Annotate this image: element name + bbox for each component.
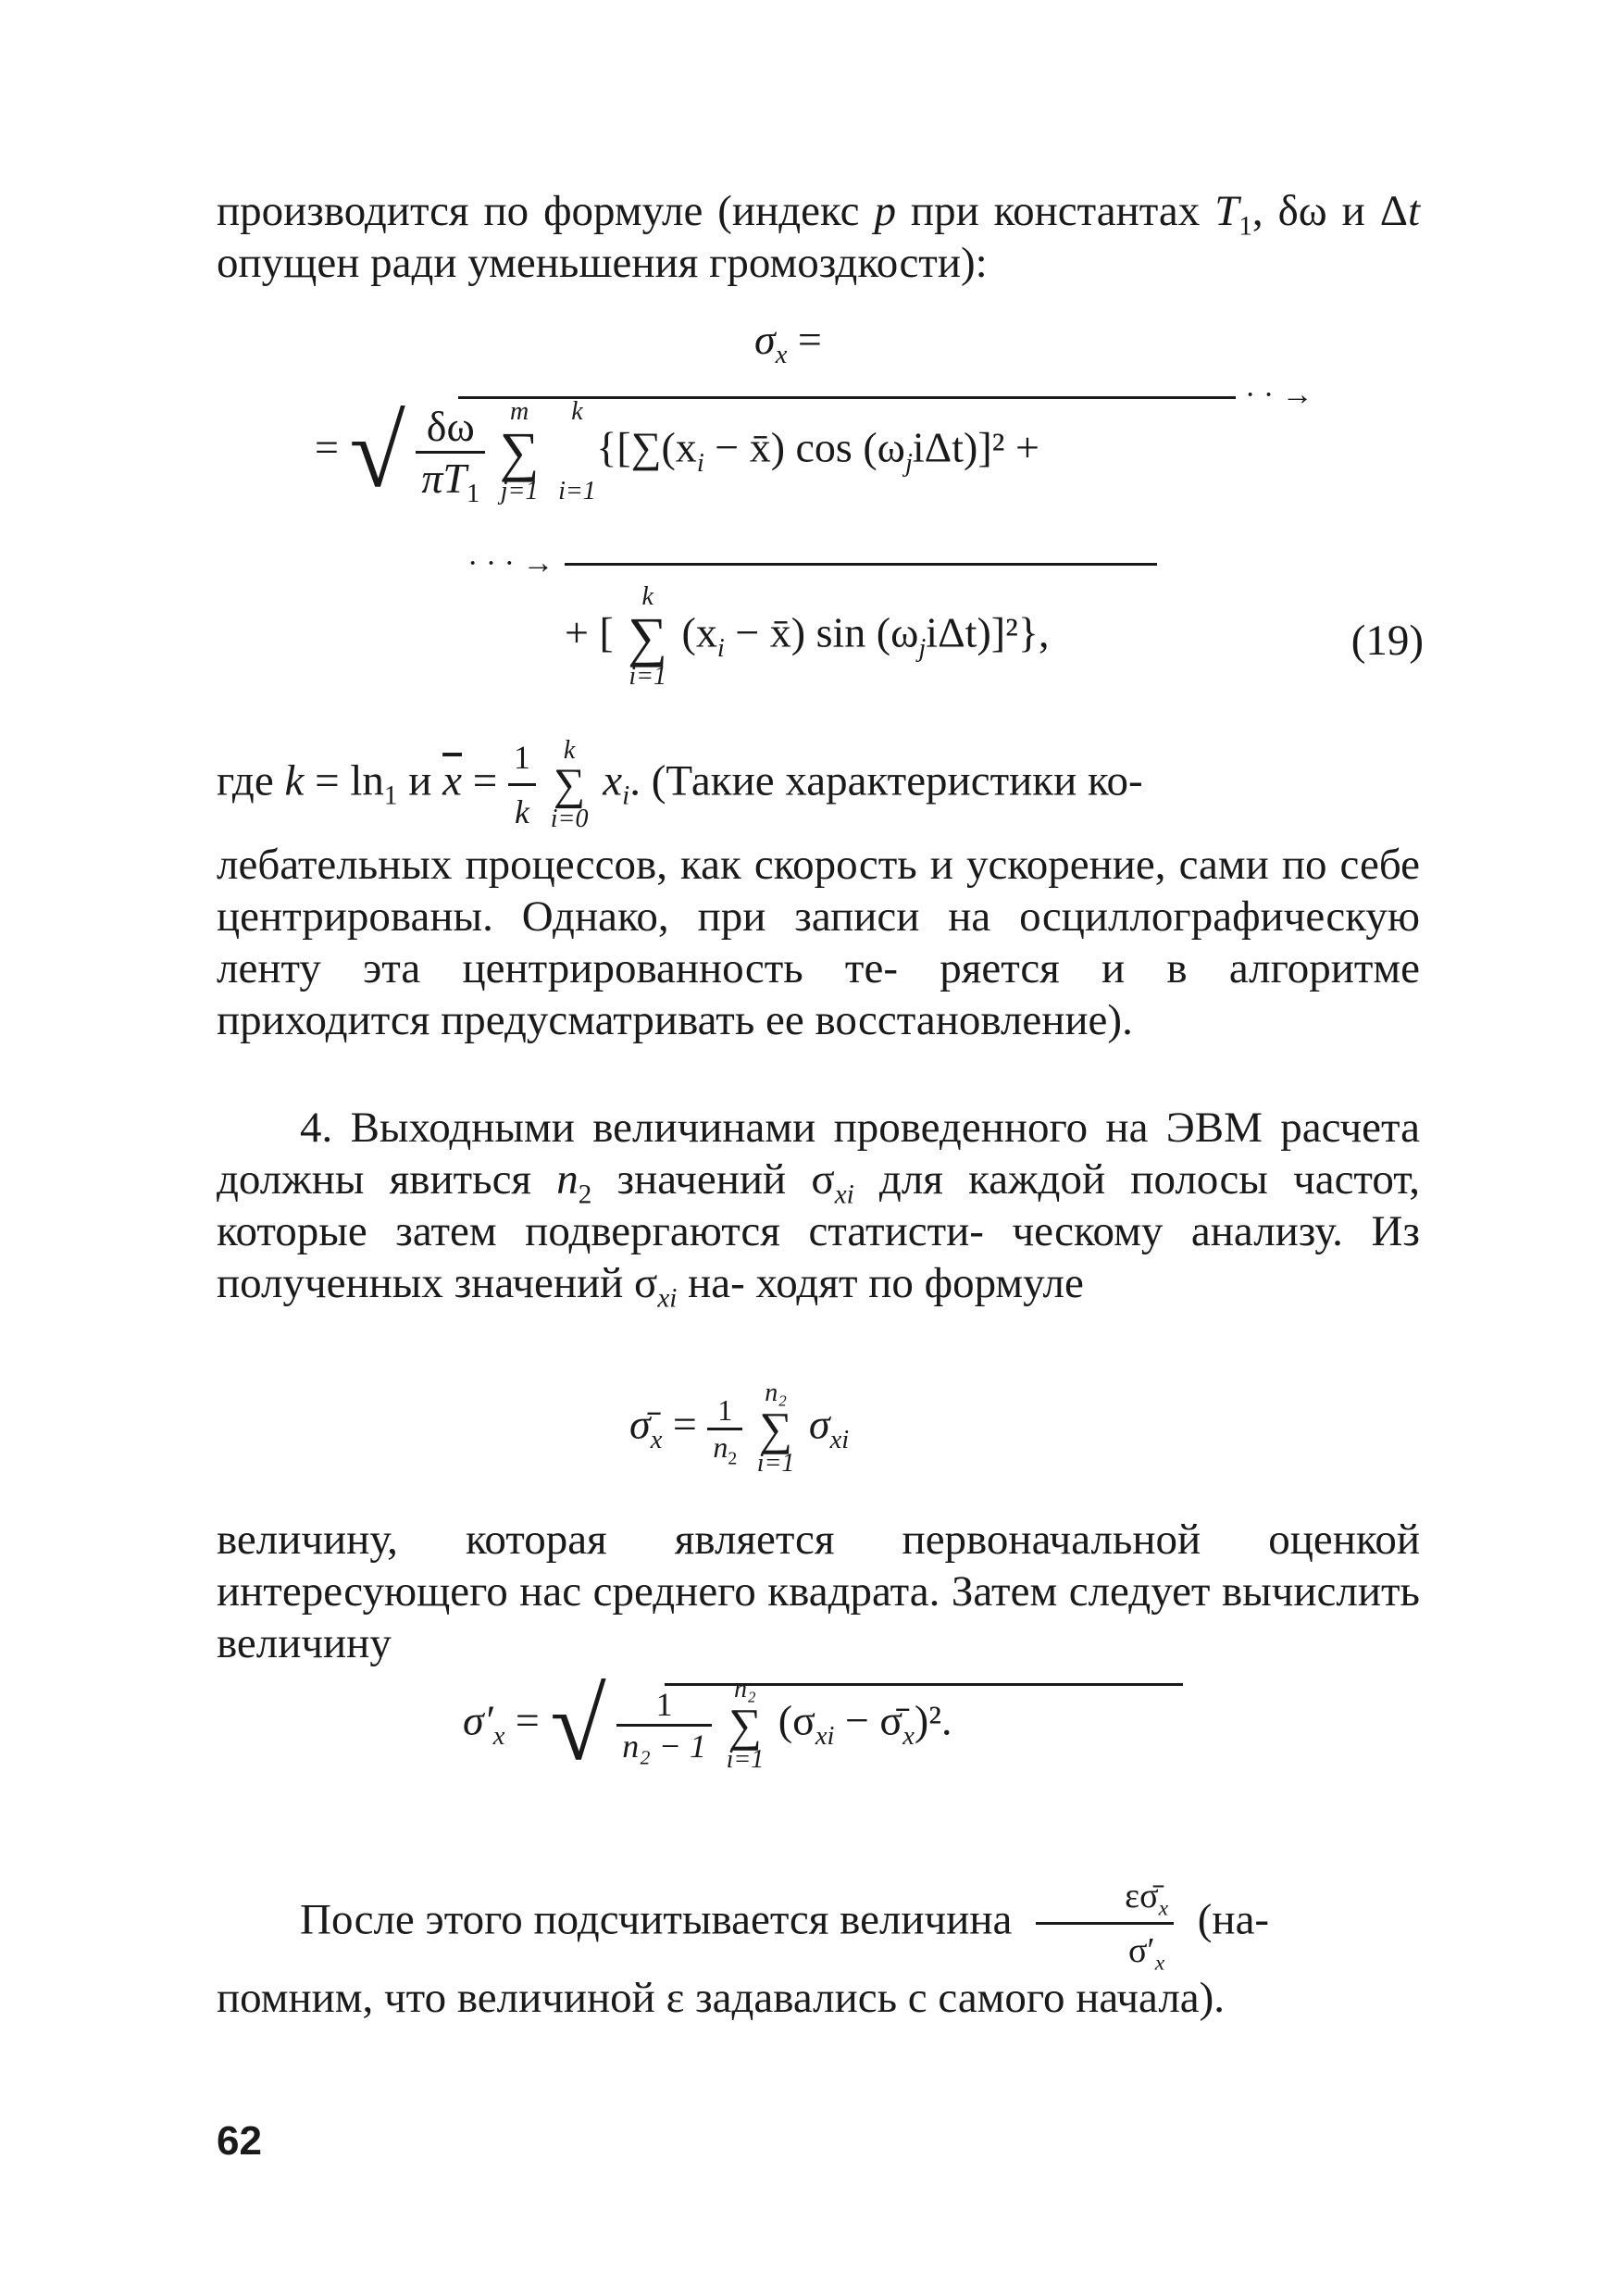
symbol-T: T: [1214, 187, 1239, 235]
paragraph-ratio: После этого подсчитывается величина $\frac{\varepsilon\sigmā_x}{\sigma'_x}$ (на-: [217, 1870, 1420, 1977]
sum-lower-limit: j=1: [500, 477, 539, 505]
subscript: x: [775, 341, 788, 370]
equation-number: (19): [1350, 617, 1424, 665]
sum-j: [500, 398, 540, 505]
fraction-ratio: $\frac{\varepsilon\sigmā_x}{\sigma'_x}$: [1036, 1870, 1174, 1977]
continuation-arrow: · · →: [1245, 378, 1313, 412]
where-line: где $k = \ln_1 и$ $\overline{x}$ = $\frac{1}{k}$ k ∑ i=0 $x_i$. (Такие характеристики ко-: [217, 731, 1420, 838]
sigma-sum: ∑: [499, 421, 540, 482]
sum-i-limits: [557, 398, 597, 505]
fraction-1-over-n2: $\frac{1}{n_2}$: [707, 1393, 742, 1465]
continuation-arrow: · · · →: [467, 546, 554, 580]
symbol-p: p: [874, 187, 896, 235]
sum-i-zero: k ∑ i=0: [550, 735, 589, 833]
text-span: производится по формуле (индекс: [217, 187, 875, 235]
radical-sign: √: [349, 395, 405, 508]
sum-lower-limit: i=1: [629, 662, 666, 691]
sigma-symbol: σ: [754, 316, 776, 363]
formula-text: iΔt)]²},: [926, 608, 1050, 656]
sum-mean: n₂ ∑ i=1: [756, 1379, 795, 1478]
text-span: при константах: [895, 187, 1201, 235]
formula-text: − x̄) sin (ω: [724, 608, 919, 656]
formula-deviation: $\sigma'_x$ = √ $\frac{1}{\text{n₂ − 1}}$ n₂ ∑ i=1 ($\sigma_{xi}$ − $\sigmā_x)^2$.: [463, 1668, 952, 1781]
fraction-1-over-n2-minus-1: $\frac{1}{\text{n₂ − 1}}$: [616, 1685, 712, 1766]
sum-upper-limit: k: [641, 582, 653, 611]
sum-lower-limit: i=1: [558, 477, 596, 505]
formula-19-line2: + [ k ∑ i=1 ($x_i$ − x̄) $\sin (\omega_ji\Delta t)]^2$},: [565, 582, 1050, 691]
radical-bar: [665, 1683, 1183, 1686]
sum-upper-limit: k: [571, 397, 583, 426]
sum-deviation: n₂ ∑ i=1: [726, 1675, 765, 1774]
text-span: опущен ради уменьшения громоздкости):: [217, 239, 988, 287]
paragraph-initial-estimate: величину, которая является первоначальной оценкой интересующего нас среднего квадрата. Затем следует вычислить величину: [217, 1516, 1420, 1667]
fraction-numerator: δω: [416, 402, 485, 454]
radical-sign: √: [550, 1668, 606, 1781]
paragraph-intro: [217, 185, 1420, 289]
fraction-1-over-k: $\frac{1}{k}$: [508, 731, 536, 838]
sum-i: [628, 583, 667, 691]
equals-sign: =: [797, 316, 822, 363]
formula-19-line1: = √ $\frac{\delta\omega}{\pi T_1}$ m ∑ j=1 k i=1 {[$\sum(x_i$ − x̄) $\cos (\omega_ji\Delta t)]^2$ +: [315, 395, 1039, 508]
formula-text: + [: [565, 608, 614, 656]
paragraph-epsilon: помним, что величиной ε задавались с самого начала).: [217, 1974, 1226, 2022]
subscript: 1: [1238, 211, 1252, 242]
formula-text: {[∑(x: [596, 423, 697, 471]
page-number: 62: [217, 2118, 262, 2164]
paragraph-centering: лебательных процессов, как скорость и ускорение, сами по себе центрированы. Однако, при записи на осциллографическую ленту эта центрированность те- ряется и в алгоритме приходится предусматривать ее восстановление).: [217, 841, 1420, 1044]
equals-sign: =: [315, 423, 339, 471]
formula-text: iΔt)]² +: [912, 423, 1039, 471]
sigma-sum: ∑: [628, 606, 668, 668]
paragraph-4-outputs: 4. Выходными величинами проведенного на ЭВМ расчета должны явиться $n_2$ значений $\sigma_{xi}$ для каждой полосы частот, которые затем подвергаются статисти- ческому анализу. Из полученных значений $\sigma_{xi}$ на- ходят по формуле: [217, 1104, 1420, 1314]
x-bar: $\overline{x}$: [442, 756, 463, 805]
fraction-domega: [416, 402, 485, 508]
fraction-denominator: $\pi T_1$: [421, 454, 480, 508]
symbol-t: t: [1407, 187, 1420, 235]
radical-bar: [565, 563, 1157, 566]
sum-upper-limit: m: [510, 397, 529, 426]
formula-mean: $\sigmā_x$ = $\frac{1}{n_2}$ n₂ ∑ i=1 $\sigma_{xi}$: [629, 1379, 850, 1478]
radical-bar: [458, 396, 1236, 399]
formula-text: − x̄) cos (ω: [703, 423, 905, 471]
formula-19-lhs: [754, 315, 822, 370]
text-span: , δω и Δ: [1251, 187, 1408, 235]
formula-text: (x: [681, 608, 717, 656]
